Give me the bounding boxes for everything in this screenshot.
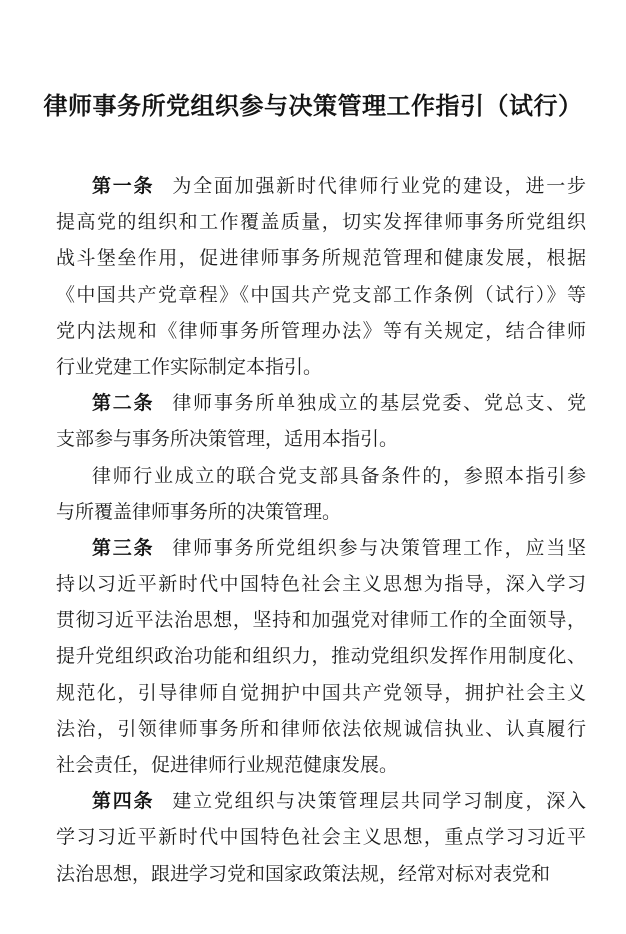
line-text: 律师事务所单独成立的基层党委、党总支、党 bbox=[172, 392, 586, 415]
text-line bbox=[56, 856, 586, 892]
text-line bbox=[56, 711, 586, 747]
paragraph bbox=[56, 783, 586, 892]
text-line bbox=[56, 602, 586, 638]
line-text: 战斗堡垒作用，促进律师事务所规范管理和健康发展，根据 bbox=[56, 247, 586, 270]
text-line bbox=[56, 675, 586, 711]
line-text: 提升党组织政治功能和组织力，推动党组织发挥作用制度化、 bbox=[56, 645, 586, 668]
line-text: 党内法规和《律师事务所管理办法》等有关规定，结合律师 bbox=[56, 319, 586, 342]
line-text: 社会责任，促进律师行业规范健康发展。 bbox=[56, 754, 399, 776]
line-text: 贯彻习近平法治思想，坚持和加强党对律师工作的全面领导， bbox=[56, 609, 586, 632]
paragraph bbox=[56, 530, 586, 783]
line-text: 与所覆盖律师事务所的决策管理。 bbox=[56, 500, 342, 523]
line-text: 《中国共产党章程》《中国共产党支部工作条例（试行）》等 bbox=[56, 283, 586, 306]
text-line bbox=[56, 747, 586, 783]
line-text: 律师行业成立的联合党支部具备条件的，参照本指引参 bbox=[92, 464, 586, 487]
line-text: 支部参与事务所决策管理，适用本指引。 bbox=[56, 428, 399, 451]
text-line bbox=[56, 204, 586, 240]
text-line bbox=[56, 168, 586, 204]
paragraph bbox=[56, 385, 586, 457]
line-text: 行业党建工作实际制定本指引。 bbox=[56, 355, 323, 378]
line-text: 建立党组织与决策管理层共同学习制度，深入 bbox=[172, 790, 586, 813]
article-label: 第三条 bbox=[92, 536, 155, 559]
text-line bbox=[56, 313, 586, 349]
text-line bbox=[56, 385, 586, 421]
line-text: 规范化，引导律师自觉拥护中国共产党领导，拥护社会主义 bbox=[56, 681, 586, 704]
line-text: 法治，引领律师事务所和律师依法依规诚信执业、认真履行 bbox=[56, 717, 586, 740]
text-line bbox=[56, 638, 586, 674]
line-text: 持以习近平新时代中国特色社会主义思想为指导，深入学习 bbox=[56, 573, 586, 596]
line-text: 律师事务所党组织参与决策管理工作，应当坚 bbox=[172, 536, 586, 559]
text-line bbox=[56, 566, 586, 602]
paragraph bbox=[56, 458, 586, 530]
text-line bbox=[56, 421, 586, 457]
line-text: 法治思想，跟进学习党和国家政策法规，经常对标对表党和 bbox=[56, 862, 551, 885]
text-line bbox=[56, 530, 586, 566]
text-line bbox=[56, 819, 586, 855]
document-body bbox=[56, 168, 586, 892]
text-line bbox=[56, 783, 586, 819]
article-label: 第四条 bbox=[92, 790, 155, 813]
article-label: 第二条 bbox=[92, 392, 155, 415]
text-line bbox=[56, 458, 586, 494]
line-text: 学习习近平新时代中国特色社会主义思想，重点学习习近平 bbox=[56, 826, 586, 849]
line-text: 提高党的组织和工作覆盖质量，切实发挥律师事务所党组织 bbox=[56, 211, 586, 234]
text-line bbox=[56, 277, 586, 313]
document-title: 律师事务所党组织参与决策管理工作指引（试行） bbox=[43, 92, 583, 120]
paragraph bbox=[56, 168, 586, 385]
text-line bbox=[56, 494, 586, 530]
text-line bbox=[56, 349, 586, 385]
text-line bbox=[56, 240, 586, 276]
line-text: 为全面加强新时代律师行业党的建设，进一步 bbox=[172, 175, 586, 197]
article-label: 第一条 bbox=[92, 175, 155, 197]
